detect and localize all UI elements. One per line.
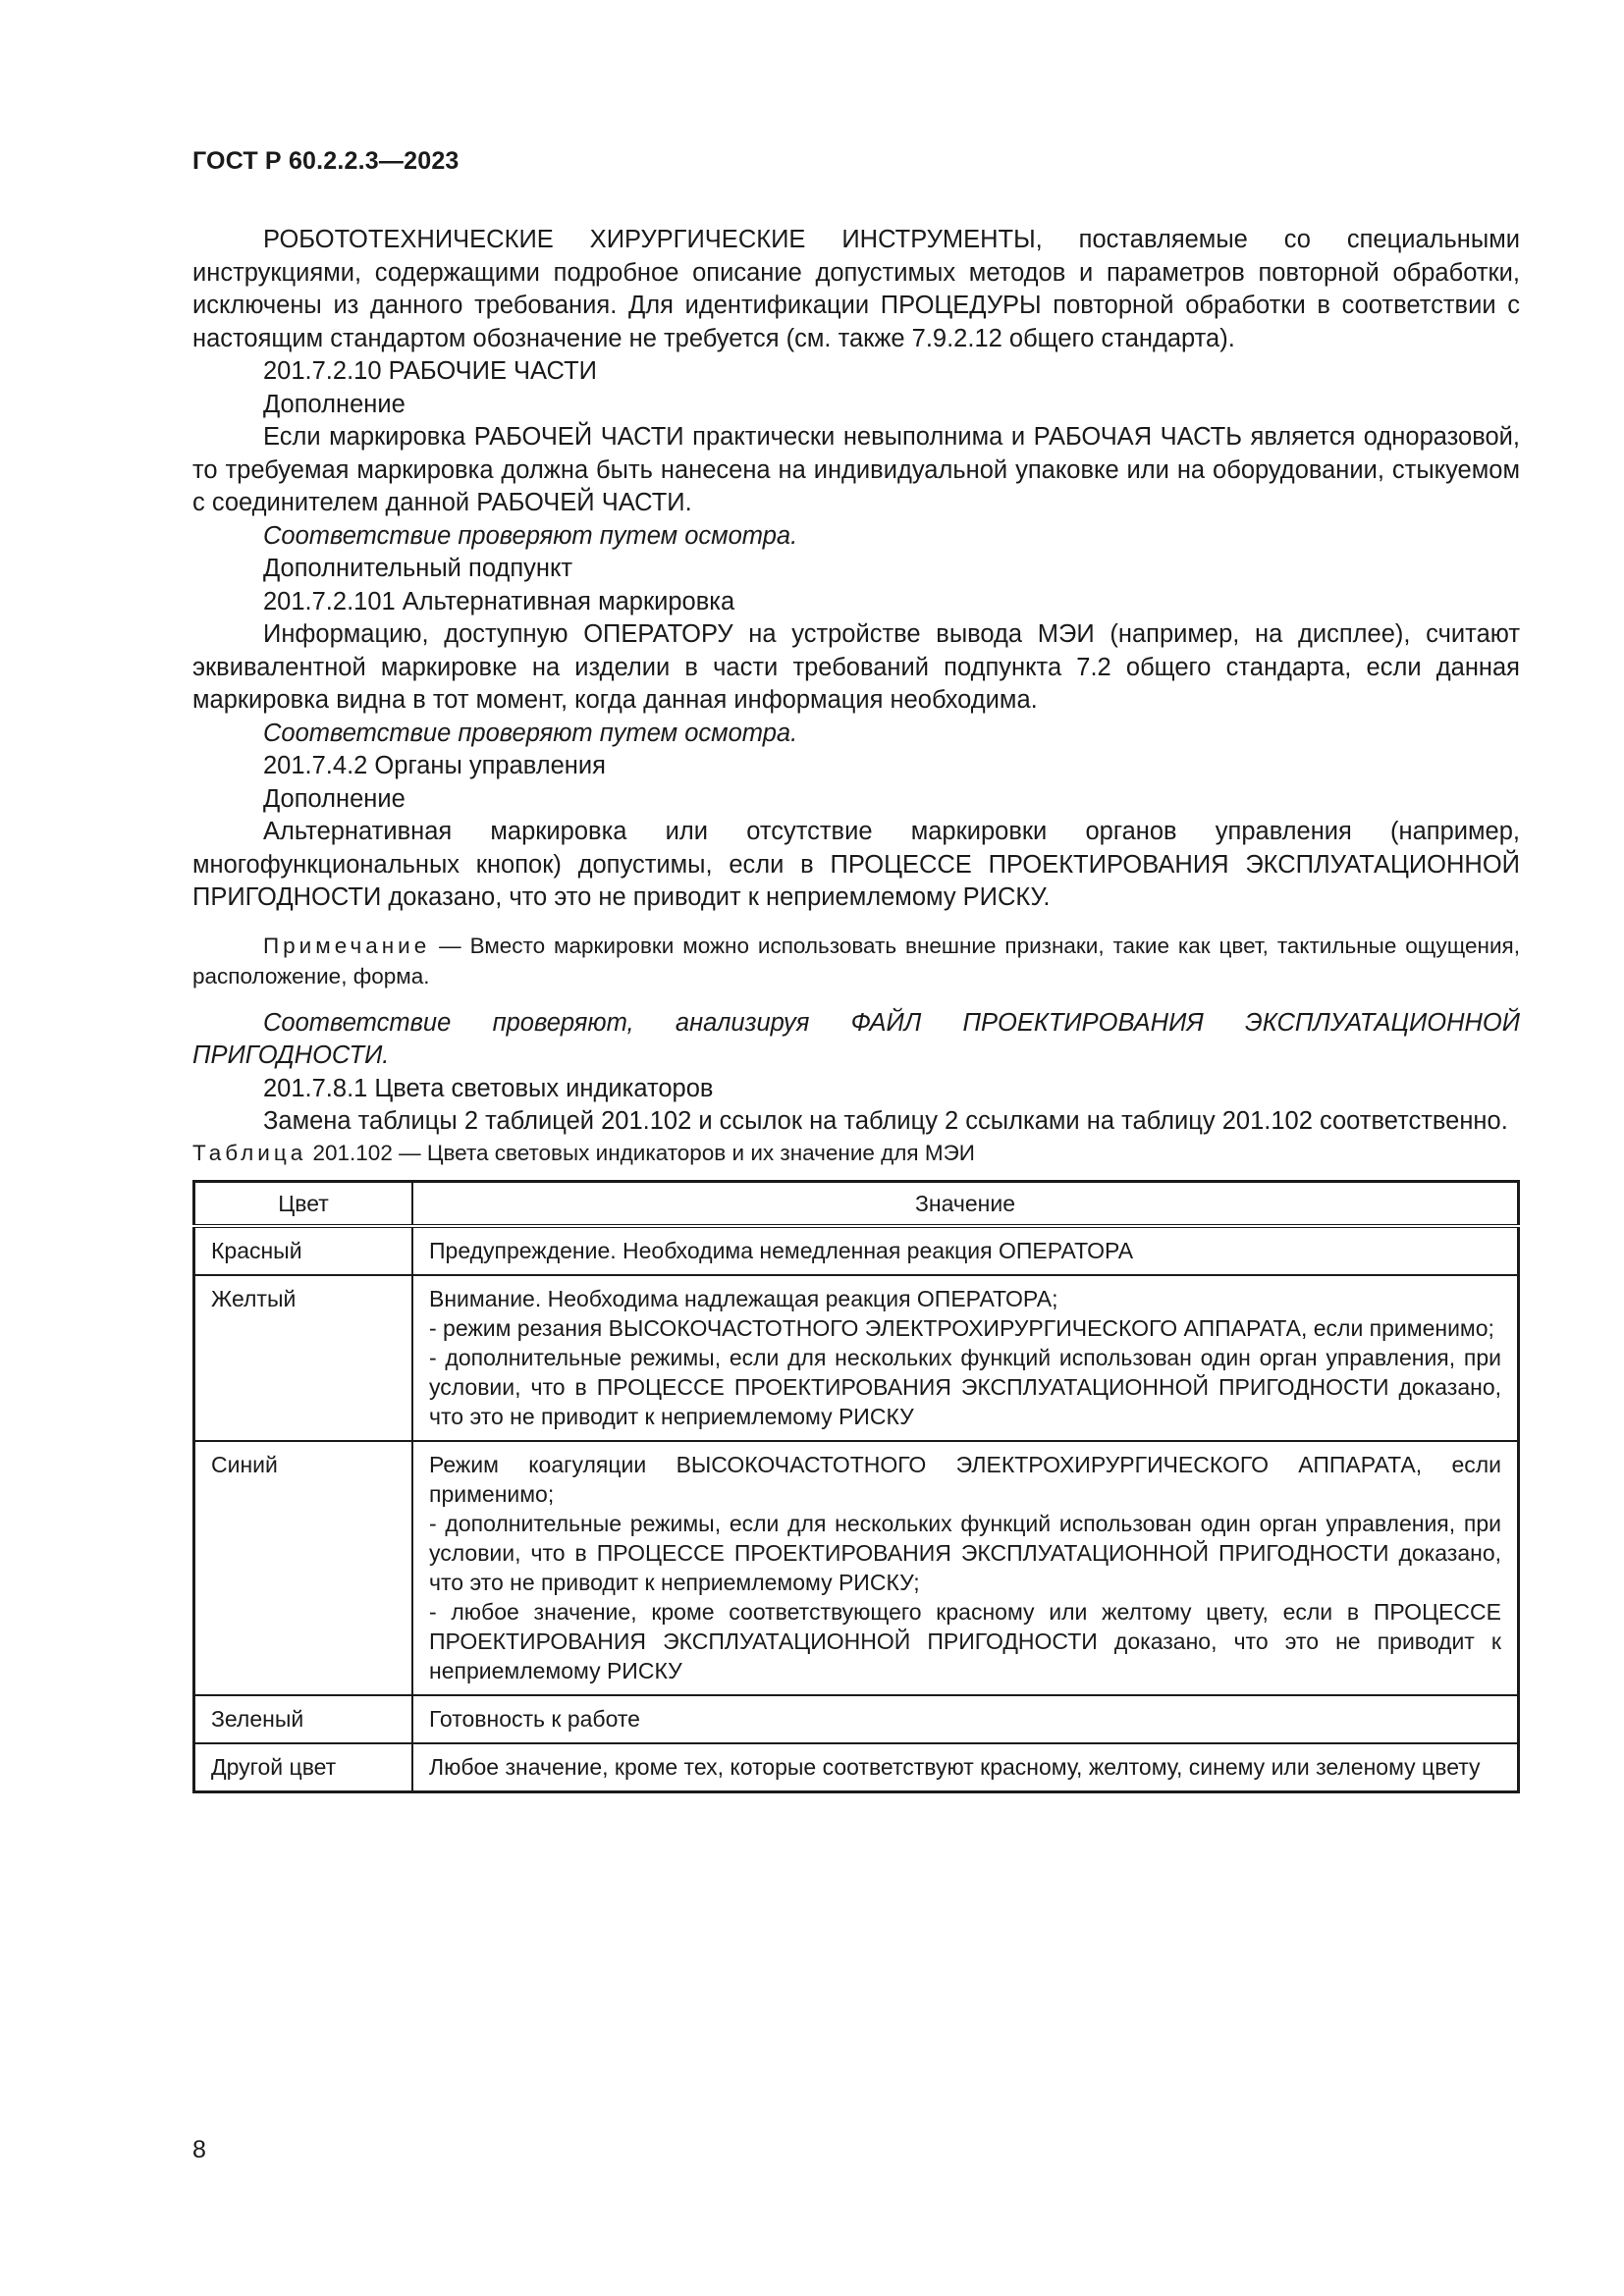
table-caption bbox=[192, 1139, 1520, 1168]
meaning-line: - дополнительные режимы, если для нескольких функций использован один орган управления, при условии, что в ПРОЦЕССЕ ПРОЕКТИРОВАНИЯ ЭКСПЛУАТАЦИОННОЙ ПРИГОДНОСТИ доказано, что это не приводит к неприемлемому РИСКУ; bbox=[429, 1510, 1501, 1595]
indicator-colors-table bbox=[192, 1180, 1520, 1793]
cell-meaning bbox=[412, 1695, 1519, 1743]
paragraph-control-marking: Альтернативная маркировка или отсутствие маркировки органов управления (например, многофункциональных кнопок) допустимы, если в ПРОЦЕССЕ ПРОЕКТИРОВАНИЯ ЭКСПЛУАТАЦИОННОЙ ПРИГОДНОСТИ доказано, что это не приводит к неприемлемому РИСКУ. bbox=[192, 818, 1520, 911]
cell-color: Зеленый bbox=[194, 1695, 413, 1743]
table-row bbox=[194, 1441, 1519, 1695]
meaning-line: Предупреждение. Необходима немедленная реакция ОПЕРАТОРА bbox=[429, 1237, 1134, 1263]
table-header-row bbox=[194, 1181, 1519, 1226]
cell-color: Синий bbox=[194, 1441, 413, 1695]
cell-meaning bbox=[412, 1743, 1519, 1792]
cell-meaning bbox=[412, 1441, 1519, 1695]
paragraph-applied-part-marking: Если маркировка РАБОЧЕЙ ЧАСТИ практически невыполнима и РАБОЧАЯ ЧАСТЬ является одноразовой, то требуемая маркировка должна быть нанесена на индивидуальной упаковке или на оборудовании, стыкуемом с соединителем данной РАБОЧЕЙ ЧАСТИ. bbox=[192, 423, 1520, 516]
meaning-line: Режим коагуляции ВЫСОКОЧАСТОТНОГО ЭЛЕКТРОХИРУРГИЧЕСКОГО АППАРАТА, если применимо; bbox=[429, 1451, 1501, 1507]
table-row bbox=[194, 1695, 1519, 1743]
table-caption-text: 201.102 — Цвета световых индикаторов и их значение для МЭИ bbox=[312, 1140, 975, 1165]
section-heading-controls: 201.7.4.2 Органы управления bbox=[263, 752, 606, 779]
document-header: ГОСТ Р 60.2.2.3—2023 bbox=[192, 147, 460, 175]
section-heading-alternative-marking: 201.7.2.101 Альтернативная маркировка bbox=[263, 587, 735, 615]
cell-color: Желтый bbox=[194, 1275, 413, 1441]
section-heading-applied-parts: 201.7.2.10 РАБОЧИЕ ЧАСТИ bbox=[263, 357, 597, 385]
paragraph-addition: Дополнение bbox=[263, 390, 406, 418]
page-number: 8 bbox=[192, 2136, 206, 2163]
meaning-line: - режим резания ВЫСОКОЧАСТОТНОГО ЭЛЕКТРОХИРУРГИЧЕСКОГО АППАРАТА, если применимо; bbox=[429, 1314, 1494, 1341]
table-row bbox=[194, 1226, 1519, 1275]
table-row bbox=[194, 1743, 1519, 1792]
table-caption-label: Таблица bbox=[192, 1140, 307, 1165]
paragraph-table-replacement: Замена таблицы 2 таблицей 201.102 и ссылок на таблицу 2 ссылками на таблицу 201.102 соответственно. bbox=[263, 1107, 1508, 1135]
compliance-check-usability-file: Соответствие проверяют, анализируя ФАЙЛ ПРОЕКТИРОВАНИЯ ЭКСПЛУАТАЦИОННОЙ ПРИГОДНОСТИ. bbox=[192, 1008, 1520, 1069]
note bbox=[192, 931, 1520, 991]
header-meaning: Значение bbox=[412, 1181, 1519, 1226]
meaning-line: Любое значение, кроме тех, которые соответствуют красному, желтому, синему или зеленому цвету bbox=[429, 1753, 1481, 1780]
note-label: Примечание bbox=[263, 933, 431, 958]
compliance-check-inspection: Соответствие проверяют путем осмотра. bbox=[263, 521, 798, 550]
paragraph-reprocessing: РОБОТОТЕХНИЧЕСКИЕ ХИРУРГИЧЕСКИЕ ИНСТРУМЕНТЫ, поставляемые со специальными инструкциями, содержащими подробное описание допустимых методов и параметров повторной обработки, исключены из данного требования. Для идентификации ПРОЦЕДУРЫ повторной обработки в соответствии с настоящим стандартом обозначение не требуется (см. также 7.9.2.12 общего стандарта). bbox=[192, 226, 1520, 352]
paragraph-operator-information: Информацию, доступную ОПЕРАТОРУ на устройстве вывода МЭИ (например, на дисплее), считают эквивалентной маркировке на изделии в части требований подпункта 7.2 общего стандарта, если данная маркировка видна в тот момент, когда данная информация необходима. bbox=[192, 620, 1520, 714]
cell-color: Другой цвет bbox=[194, 1743, 413, 1792]
meaning-line: Внимание. Необходима надлежащая реакция ОПЕРАТОРА; bbox=[429, 1285, 1058, 1311]
compliance-check-inspection-2: Соответствие проверяют путем осмотра. bbox=[263, 719, 798, 747]
meaning-line: - дополнительные режимы, если для нескольких функций использован один орган управления, при условии, что в ПРОЦЕССЕ ПРОЕКТИРОВАНИЯ ЭКСПЛУАТАЦИОННОЙ ПРИГОДНОСТИ доказано, что это не приводит к неприемлемому РИСКУ bbox=[429, 1344, 1501, 1429]
paragraph-addition-2: Дополнение bbox=[263, 784, 406, 813]
paragraph-additional-subclause: Дополнительный подпункт bbox=[263, 555, 573, 582]
cell-meaning bbox=[412, 1226, 1519, 1275]
cell-meaning bbox=[412, 1275, 1519, 1441]
section-heading-indicator-colors: 201.7.8.1 Цвета световых индикаторов bbox=[263, 1074, 714, 1102]
meaning-line: Готовность к работе bbox=[429, 1705, 640, 1732]
note-text: — Вместо маркировки можно использовать внешние признаки, такие как цвет, тактильные ощущения, расположение, форма. bbox=[192, 933, 1520, 988]
body-text bbox=[192, 224, 1520, 1793]
header-color: Цвет bbox=[194, 1181, 413, 1226]
meaning-line: - любое значение, кроме соответствующего красному или желтому цвету, если в ПРОЦЕССЕ ПРОЕКТИРОВАНИЯ ЭКСПЛУАТАЦИОННОЙ ПРИГОДНОСТИ доказано, что это не приводит к неприемлемому РИСКУ bbox=[429, 1598, 1501, 1683]
cell-color: Красный bbox=[194, 1226, 413, 1275]
table-row bbox=[194, 1275, 1519, 1441]
